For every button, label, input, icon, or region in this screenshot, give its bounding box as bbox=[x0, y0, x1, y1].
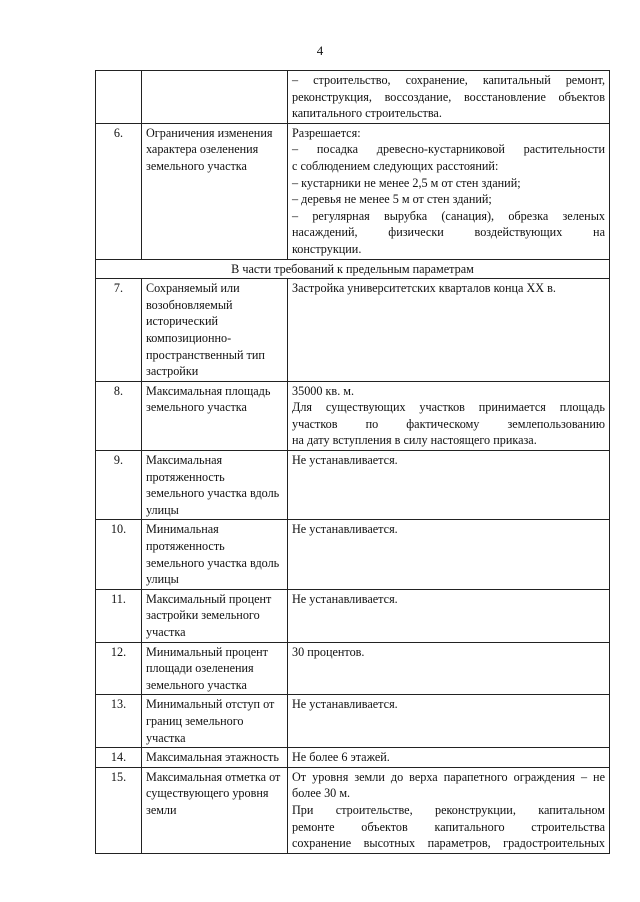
parameter-name: Ограничения изменения характера озеленения земельного участка bbox=[142, 123, 288, 259]
row-number: 12. bbox=[96, 642, 142, 695]
parameter-name: Минимальная протяженность земельного участка вдоль улицы bbox=[142, 520, 288, 589]
table-row bbox=[96, 589, 610, 642]
table-row bbox=[96, 695, 610, 748]
row-number: 7. bbox=[96, 279, 142, 382]
parameter-name: Минимальный процент площади озеленения земельного участка bbox=[142, 642, 288, 695]
parameter-value bbox=[288, 589, 610, 642]
row-number: 11. bbox=[96, 589, 142, 642]
parameter-name: Минимальный отступ от границ земельного участка bbox=[142, 695, 288, 748]
parameter-name: Сохраняемый или возобновляемый исторический композиционно-пространственный тип застройки bbox=[142, 279, 288, 382]
table-row bbox=[96, 642, 610, 695]
parameter-value bbox=[288, 767, 610, 853]
table-row bbox=[96, 123, 610, 259]
parameter-name: Максимальная отметка от существующего уровня земли bbox=[142, 767, 288, 853]
value-line: с соблюдением следующих расстояний: bbox=[292, 158, 499, 173]
parameter-name: Максимальная площадь земельного участка bbox=[142, 381, 288, 450]
row-number bbox=[96, 71, 142, 124]
table-row bbox=[96, 451, 610, 520]
value-line: Не устанавливается. bbox=[292, 453, 398, 468]
table-row bbox=[96, 381, 610, 450]
parameter-name: Максимальная протяженность земельного участка вдоль улицы bbox=[142, 451, 288, 520]
section-row bbox=[96, 259, 610, 279]
value-line: Разрешается: bbox=[292, 125, 361, 140]
value-line: Для существующих участков принимается площадь bbox=[292, 400, 605, 415]
row-number: 9. bbox=[96, 451, 142, 520]
value-line: – посадка древесно-кустарниковой растительности bbox=[292, 142, 605, 157]
value-line: – деревья не менее 5 м от стен зданий; bbox=[292, 192, 492, 207]
parameter-value bbox=[288, 451, 610, 520]
value-line: капитального строительства. bbox=[292, 106, 442, 121]
row-number: 6. bbox=[96, 123, 142, 259]
value-line: – строительство, сохранение, капитальный ремонт, bbox=[292, 73, 605, 87]
table-row bbox=[96, 71, 610, 124]
row-number: 13. bbox=[96, 695, 142, 748]
regulations-table-body bbox=[96, 71, 610, 854]
value-line: – регулярная вырубка (санация), обрезка зеленых bbox=[292, 208, 605, 223]
page-number: 4 bbox=[316, 43, 324, 58]
parameter-name: Максимальная этажность bbox=[142, 748, 288, 768]
value-line: От уровня земли до верха парапетного ограждения – не bbox=[292, 769, 605, 784]
table-row bbox=[96, 279, 610, 382]
parameter-value bbox=[288, 748, 610, 768]
parameter-name bbox=[142, 71, 288, 124]
table-row bbox=[96, 748, 610, 768]
value-line: Застройка университетских кварталов конца XX в. bbox=[292, 281, 556, 296]
value-line: 30 процентов. bbox=[292, 644, 365, 659]
value-line: Не устанавливается. bbox=[292, 522, 398, 537]
section-heading: В части требований к предельным параметрам bbox=[96, 259, 610, 279]
parameter-value bbox=[288, 642, 610, 695]
parameter-value bbox=[288, 695, 610, 748]
row-number: 10. bbox=[96, 520, 142, 589]
value-line: Не устанавливается. bbox=[292, 697, 398, 712]
value-line: 35000 кв. м. bbox=[292, 383, 355, 398]
value-line: насаждений, физически воздействующих на bbox=[292, 225, 605, 240]
parameter-value bbox=[288, 71, 610, 124]
parameter-value bbox=[288, 520, 610, 589]
value-line: Не устанавливается. bbox=[292, 591, 398, 606]
value-line: реконструкция, воссоздание, восстановление объектов bbox=[292, 89, 605, 104]
row-number: 15. bbox=[96, 767, 142, 853]
value-line: на дату вступления в силу настоящего приказа. bbox=[292, 433, 537, 448]
parameter-value bbox=[288, 381, 610, 450]
table-row bbox=[96, 767, 610, 853]
parameter-value bbox=[288, 123, 610, 259]
row-number: 14. bbox=[96, 748, 142, 768]
value-line: ремонте объектов капитального строительства bbox=[292, 819, 605, 834]
parameter-name: Максимальный процент застройки земельного участка bbox=[142, 589, 288, 642]
parameter-value bbox=[288, 279, 610, 382]
table-row bbox=[96, 520, 610, 589]
value-line: Не более 6 этажей. bbox=[292, 750, 390, 765]
row-number: 8. bbox=[96, 381, 142, 450]
value-line: сохранение высотных параметров, градостроительных bbox=[292, 836, 605, 851]
value-line: – кустарники не менее 2,5 м от стен зданий; bbox=[292, 175, 521, 190]
regulations-table bbox=[95, 70, 610, 854]
value-line: участков по фактическому землепользованию bbox=[292, 416, 605, 431]
value-line: конструкции. bbox=[292, 241, 362, 256]
value-line: более 30 м. bbox=[292, 786, 351, 801]
value-line: При строительстве, реконструкции, капитальном bbox=[292, 802, 605, 817]
